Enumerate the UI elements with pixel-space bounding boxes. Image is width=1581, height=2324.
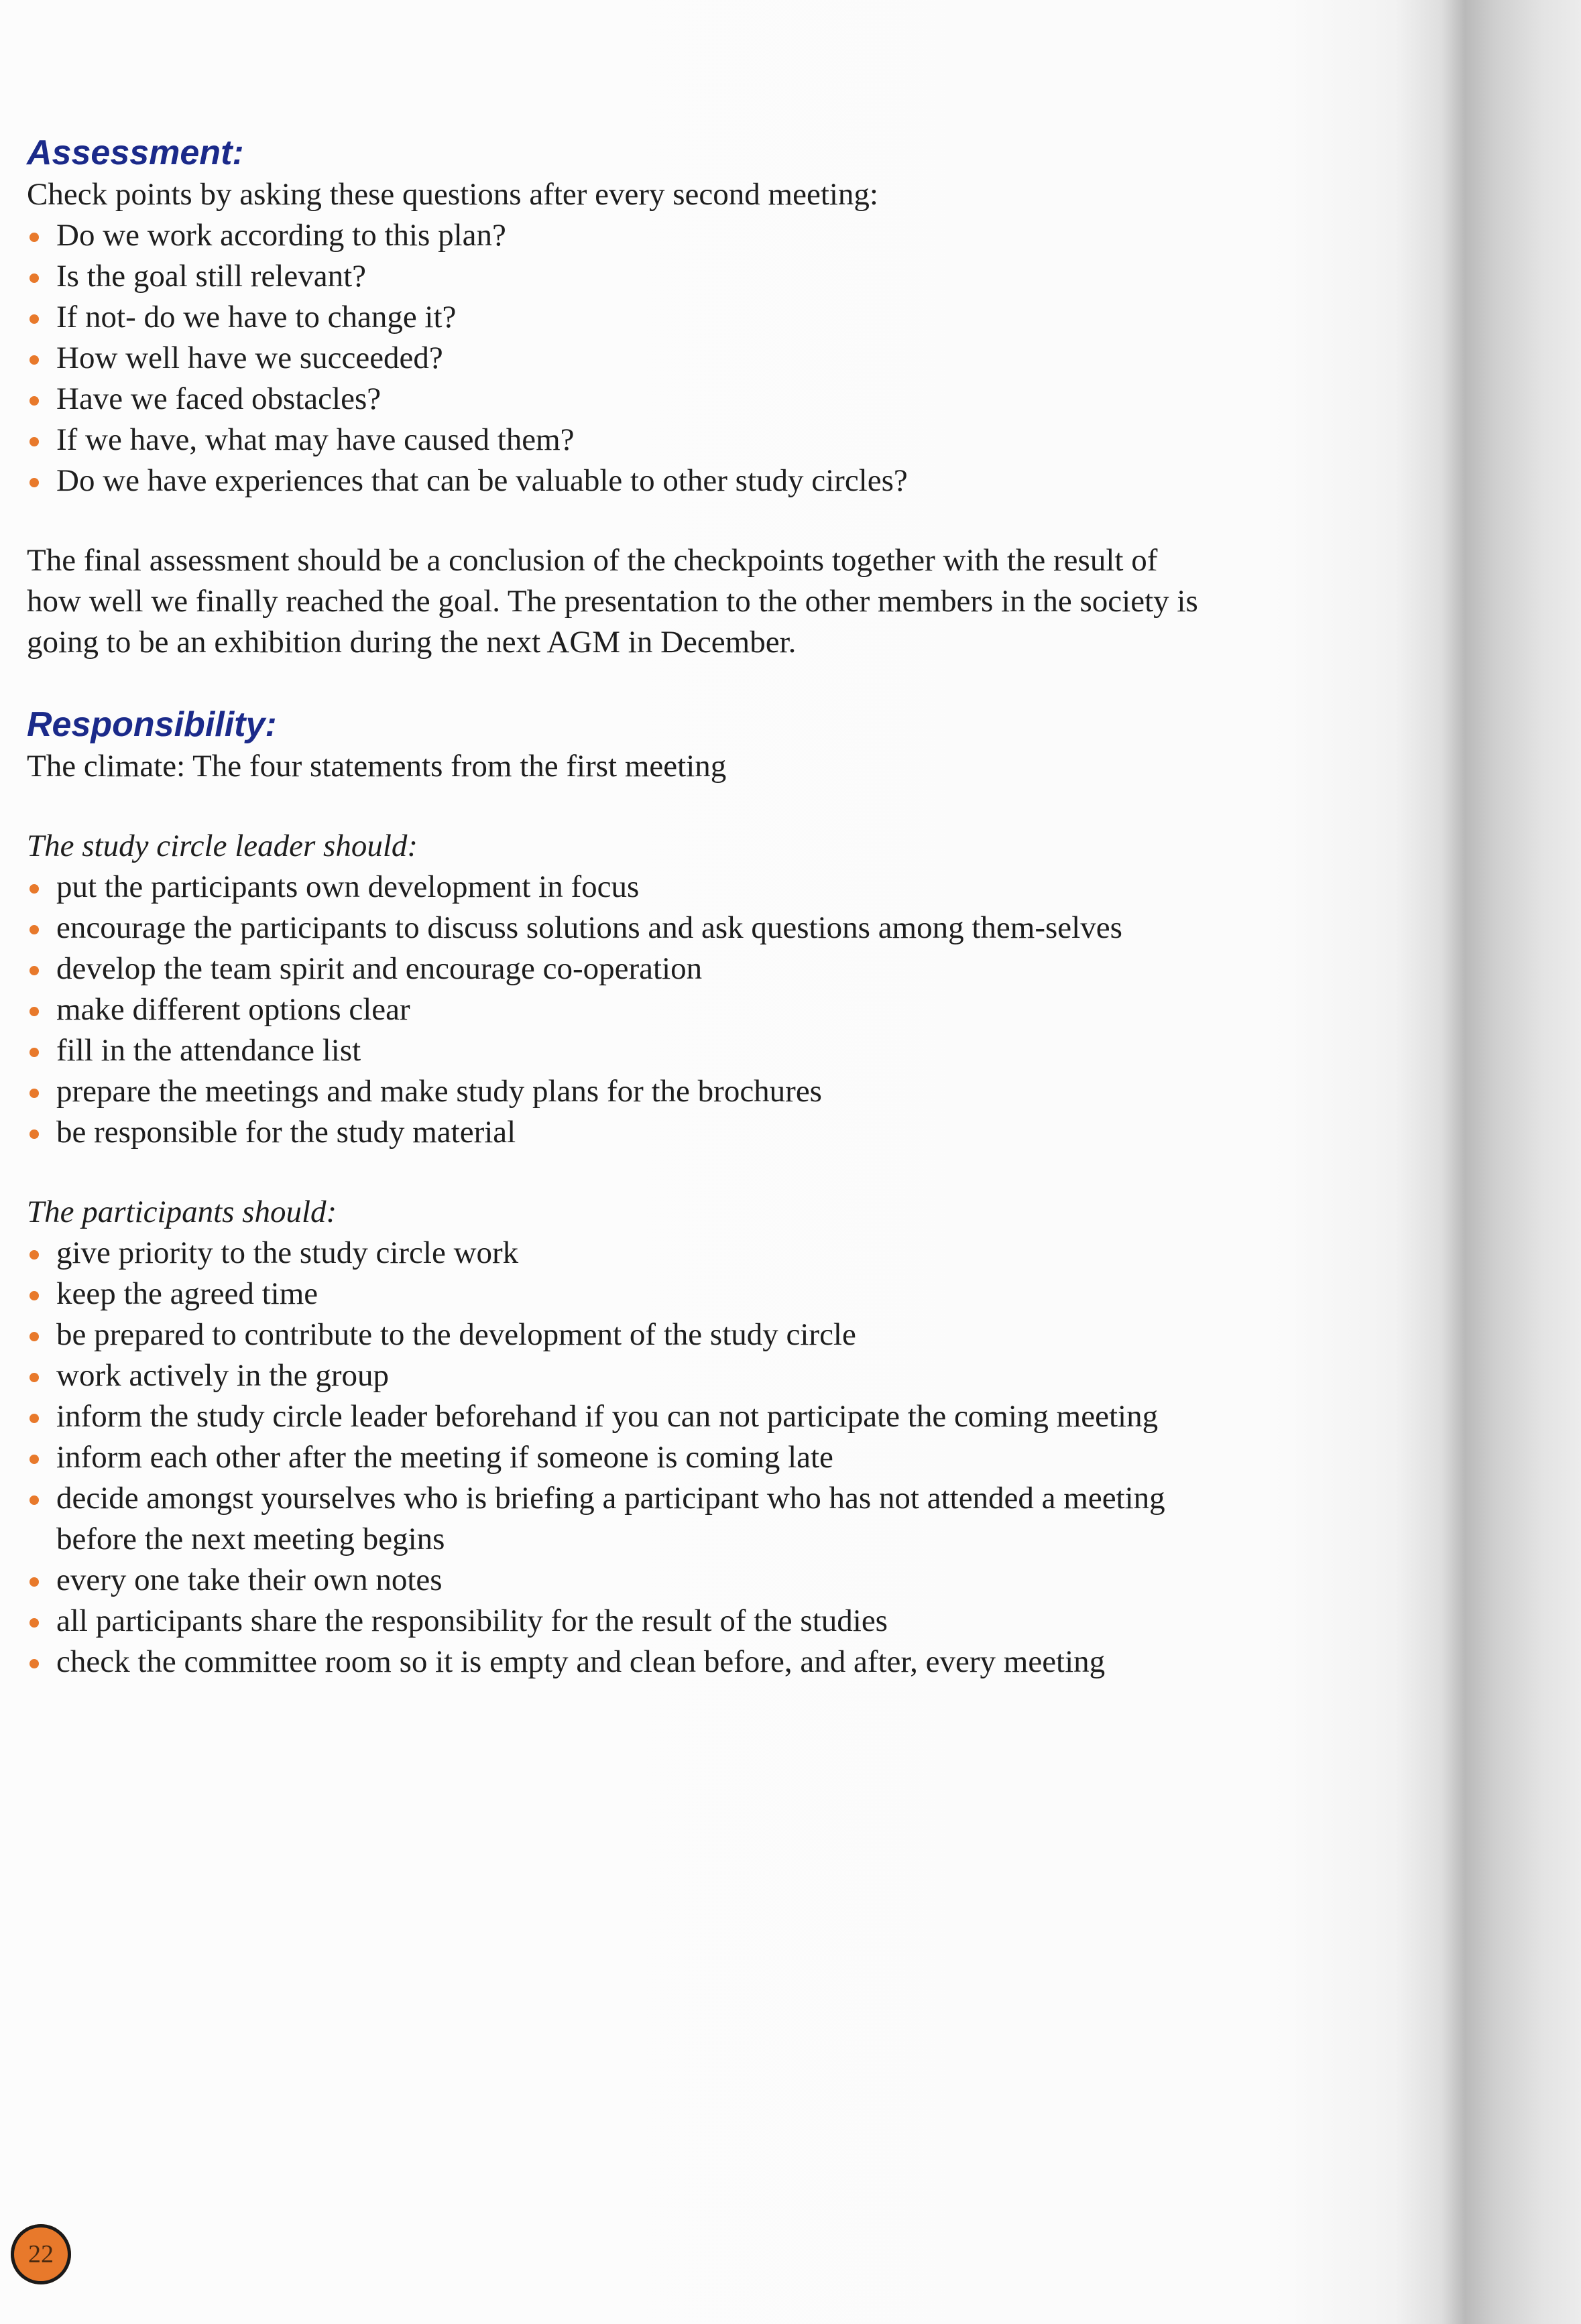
list-item: check the committee room so it is empty and clean before, and after, every meeting (27, 1642, 1207, 1683)
assessment-heading: Assessment: (27, 133, 244, 172)
list-item: develop the team spirit and encourage co-operation (27, 949, 1207, 989)
leader-subheading: The study circle leader should: (27, 829, 418, 863)
list-item: inform each other after the meeting if someone is coming late (27, 1437, 1207, 1478)
assessment-intro: Check points by asking these questions after every second meeting: (27, 177, 878, 212)
list-item: Have we faced obstacles? (27, 379, 1207, 420)
list-item: be responsible for the study material (27, 1112, 1207, 1153)
responsibility-climate: The climate: The four statements from the first meeting (27, 749, 727, 784)
list-item: put the participants own development in focus (27, 867, 1207, 908)
list-item: every one take their own notes (27, 1560, 1207, 1601)
list-item: decide amongst yourselves who is briefing a participant who has not attended a meeting before the next meeting begins (27, 1478, 1207, 1560)
assessment-final-paragraph: The final assessment should be a conclusion of the checkpoints together with the result of how well we finally reached the goal. The presentation to the other members in the society is going to be an exhibition during the next AGM in December. (27, 543, 1198, 660)
participant-duties-list (27, 1233, 1207, 1683)
list-item: fill in the attendance list (27, 1030, 1207, 1071)
assessment-questions (27, 215, 1207, 501)
list-item: inform the study circle leader beforehand if you can not participate the coming meeting (27, 1396, 1207, 1437)
participants-subheading: The participants should: (27, 1195, 337, 1229)
list-item: Do we have experiences that can be valuable to other study circles? (27, 461, 1207, 501)
list-item: be prepared to contribute to the development of the study circle (27, 1314, 1207, 1355)
list-item: prepare the meetings and make study plans for the brochures (27, 1071, 1207, 1112)
list-item: give priority to the study circle work (27, 1233, 1207, 1274)
list-item: all participants share the responsibility for the result of the studies (27, 1601, 1207, 1642)
list-item: Is the goal still relevant? (27, 256, 1207, 297)
responsibility-heading: Responsibility: (27, 705, 277, 744)
list-item: If we have, what may have caused them? (27, 420, 1207, 461)
list-item: keep the agreed time (27, 1274, 1207, 1314)
list-item: Do we work according to this plan? (27, 215, 1207, 256)
list-item: make different options clear (27, 989, 1207, 1030)
page-number-badge: 22 (11, 2224, 71, 2284)
list-item: How well have we succeeded? (27, 338, 1207, 379)
page-content (27, 131, 1207, 1683)
leader-duties-list (27, 867, 1207, 1153)
list-item: work actively in the group (27, 1355, 1207, 1396)
list-item: encourage the participants to discuss solutions and ask questions among them-selves (27, 908, 1207, 949)
list-item: If not- do we have to change it? (27, 297, 1207, 338)
